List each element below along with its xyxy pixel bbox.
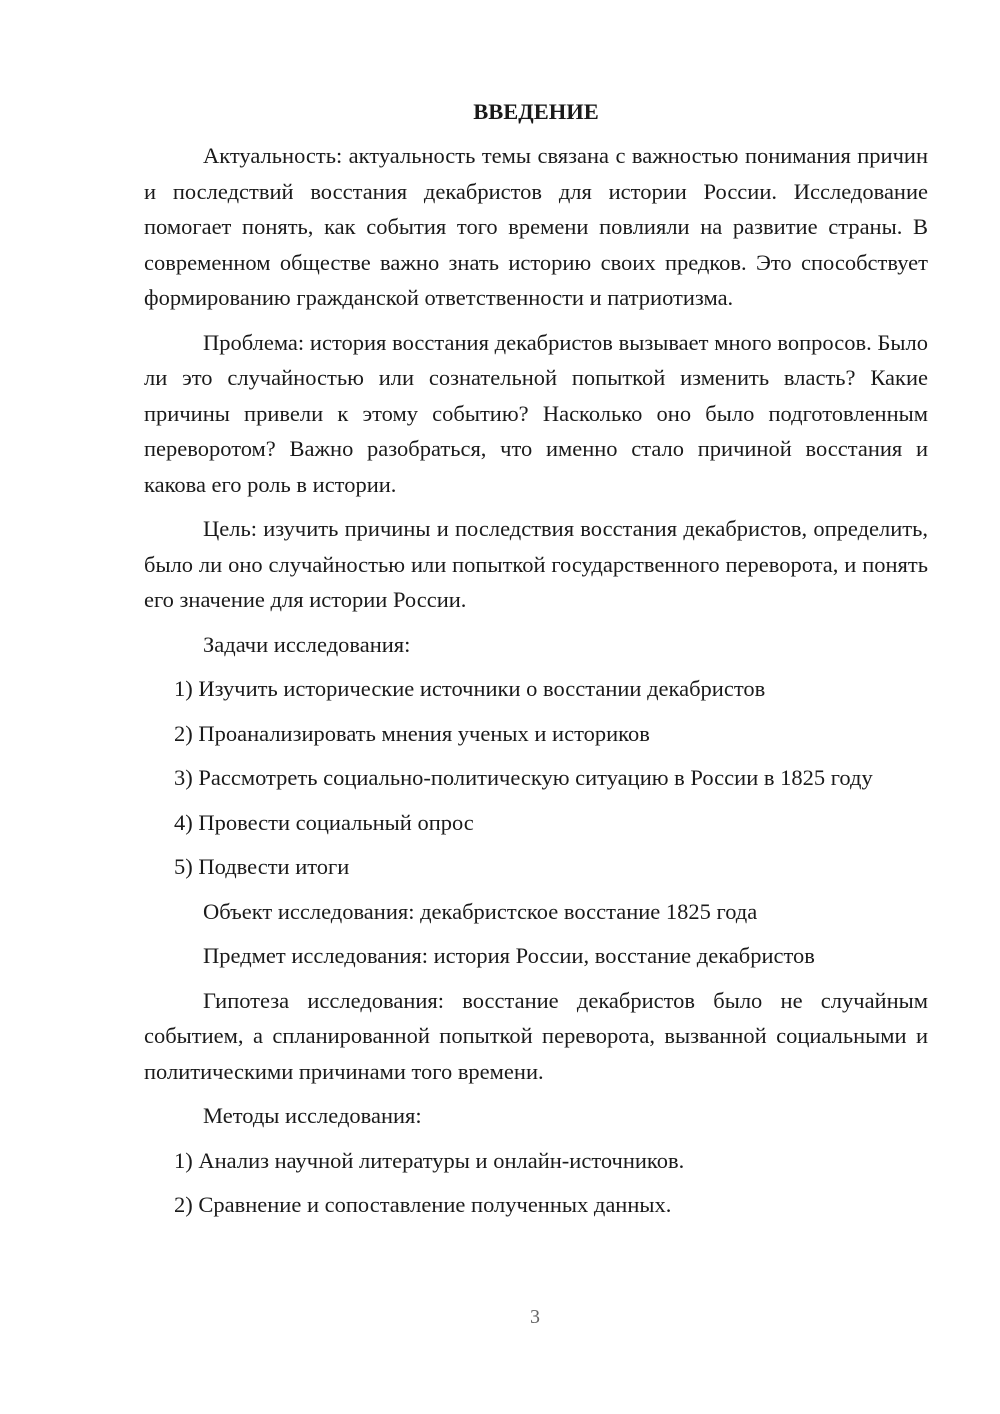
hypothesis-paragraph: Гипотеза исследования: восстание декабристов было не случайным событием, а спланированной попыткой переворота, вызванной социальными и политическими причинами того времени. [144, 987, 928, 1084]
task-item-3: 3) Рассмотреть социально-политическую ситуацию в России в 1825 году [174, 765, 873, 790]
goal-paragraph: Цель: изучить причины и последствия восстания декабристов, определить, было ли оно случайностью или попыткой государственного переворота, и понять его значение для истории России. [144, 516, 928, 612]
page-number: 3 [530, 1306, 540, 1328]
task-item-1: 1) Изучить исторические источники о восстании декабристов [174, 676, 766, 701]
task-item-4: 4) Провести социальный опрос [174, 809, 474, 835]
relevance-paragraph: Актуальность: актуальность темы связана с важностью понимания причин и последствий восстания декабристов для истории России. Исследование помогает понять, как события того времени повлияли на развитие страны. В современном обществе важно знать историю своих предков. Это способствует формированию гражданской ответственности и патриотизма. [144, 143, 928, 310]
method-item-2: 2) Сравнение и сопоставление полученных данных. [174, 1192, 672, 1217]
research-object: Объект исследования: декабристское восстание 1825 года [203, 898, 758, 924]
task-item-5: 5) Подвести итоги [174, 854, 350, 879]
methods-heading: Методы исследования: [203, 1103, 422, 1128]
research-subject: Предмет исследования: история России, восстание декабристов [203, 943, 815, 968]
method-item-1: 1) Анализ научной литературы и онлайн-источников. [174, 1147, 685, 1173]
page-content [144, 94, 928, 1232]
section-title: ВВЕДЕНИЕ [473, 99, 599, 124]
task-item-2: 2) Проанализировать мнения ученых и историков [174, 720, 650, 746]
problem-paragraph: Проблема: история восстания декабристов вызывает много вопросов. Было ли это случайностью или сознательной попыткой изменить власть? Какие причины привели к этому событию? Насколько оно было подготовленным переворотом? Важно разобраться, что именно стало причиной восстания и какова его роль в истории. [144, 329, 928, 497]
tasks-heading: Задачи исследования: [203, 631, 411, 657]
